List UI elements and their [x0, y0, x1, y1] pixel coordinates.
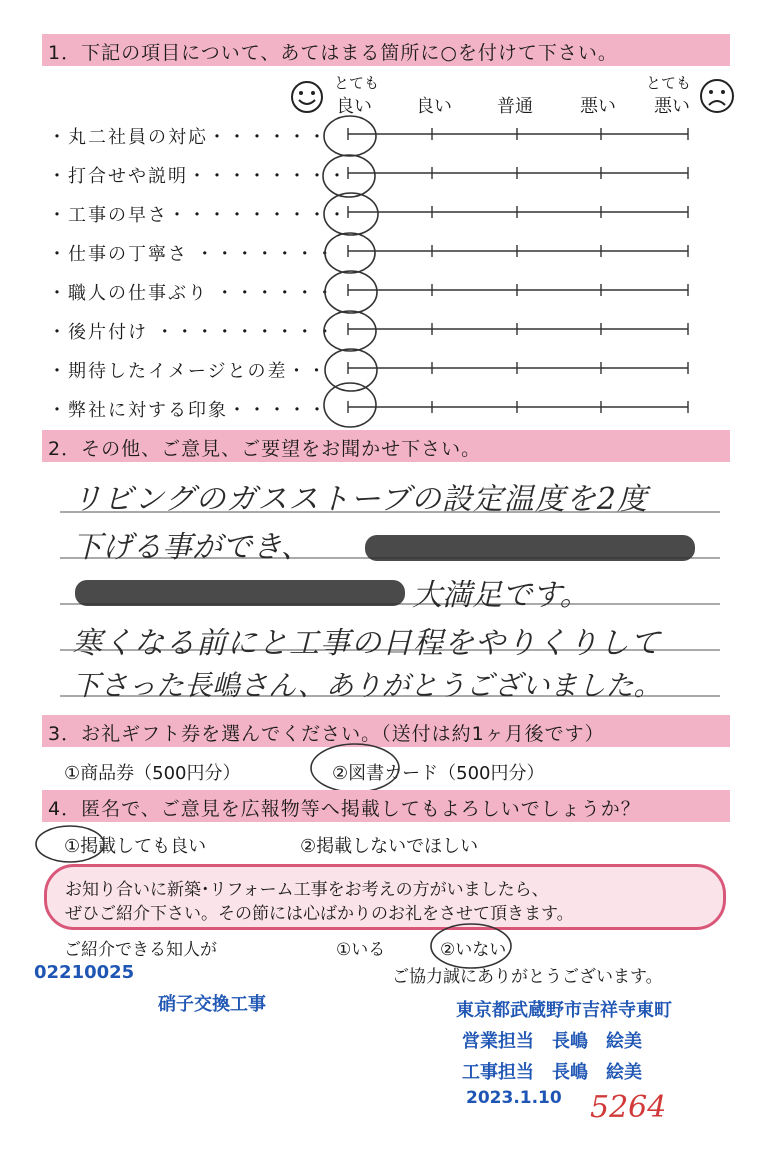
publish-selection-mark — [28, 820, 108, 870]
comment-line-1: リビングのガスストーブの設定温度を2度 — [72, 482, 648, 517]
comment-line-2: 下げる事ができ、 — [72, 530, 311, 565]
publish-option-ok[interactable]: ①掲載しても良い — [64, 836, 207, 857]
referral-option-no[interactable]: ②いない — [440, 940, 507, 960]
row-label-cleanup: ・後片付け ・・・・・・・・・ — [48, 322, 336, 343]
section3-title: 3．お礼ギフト券を選んでください。（送付は約1ヶ月後です） — [48, 723, 605, 745]
scale-bad: 悪い — [580, 96, 616, 117]
comment-line-5: 下さった長嶋さん、ありがとうございました。 — [72, 669, 662, 702]
notice-line-2: ぜひご紹介下さい。その節には心ばかりのお礼をさせて頂きます。 — [65, 904, 574, 924]
scale-very-bad-top: とても — [646, 74, 692, 92]
row-label-staff: ・丸二社員の対応・・・・・・ — [48, 127, 328, 148]
row-label-speed: ・工事の早さ・・・・・・・・・ — [48, 205, 348, 226]
section4-title: 4．匿名で、ご意見を広報物等へ掲載してもよろしいでしょうか？ — [48, 798, 641, 820]
redacted-scribble-2 — [75, 580, 405, 606]
comment-line-4: 寒くなる前にと工事の日程をやりくりして — [72, 626, 661, 661]
thanks-message: ご協力誠にありがとうございます。 — [392, 967, 663, 987]
handwritten-number: 5264 — [590, 1090, 667, 1125]
section1-title: 1．下記の項目について、あてはまる箇所に○を付けて下さい。 — [48, 42, 618, 64]
gift-option-book-card[interactable]: ②図書カード（500円分） — [332, 763, 545, 784]
comment-line-3: 大満足です。 — [412, 578, 590, 613]
scale-very-good-top: とても — [334, 74, 380, 92]
survey-date: 2023.1.10 — [466, 1088, 562, 1108]
scale-normal: 普通 — [497, 96, 533, 117]
referral-option-yes[interactable]: ①いる — [336, 940, 386, 960]
scale-very-bad: 悪い — [654, 96, 690, 117]
publish-option-no[interactable]: ②掲載しないでほしい — [300, 836, 479, 857]
row-label-expectation: ・期待したイメージとの差・・ — [48, 361, 328, 382]
row-label-impression: ・弊社に対する印象・・・・・ — [48, 400, 328, 421]
construction-rep: 工事担当 長嶋 絵美 — [462, 1062, 642, 1083]
gift-option-product-voucher[interactable]: ①商品券（500円分） — [64, 763, 241, 784]
row-label-craftsmen: ・職人の仕事ぶり ・・・・・・ — [48, 283, 336, 304]
row-label-explanation: ・打合せや説明・・・・・・・・ — [48, 166, 348, 187]
sales-rep: 営業担当 長嶋 絵美 — [462, 1031, 642, 1052]
section4-header — [42, 790, 730, 822]
redacted-scribble-1 — [365, 535, 695, 561]
company-address: 東京都武蔵野市吉祥寺東町 — [456, 1000, 672, 1021]
scale-very-good: 良い — [336, 96, 372, 117]
notice-line-1: お知り合いに新築･リフォーム工事をお考えの方がいましたら、 — [65, 880, 549, 900]
scale-good: 良い — [416, 96, 452, 117]
gift-selection-circle — [305, 738, 405, 798]
work-category: 硝子交換工事 — [158, 994, 266, 1015]
row-label-care: ・仕事の丁寧さ ・・・・・・・ — [48, 244, 336, 265]
referral-label: ご紹介できる知人が — [64, 940, 217, 960]
referral-notice — [44, 864, 726, 930]
form-code: 02210025 — [34, 962, 135, 983]
section2-title: 2．その他、ご意見、ご要望をお聞かせ下さい。 — [48, 438, 482, 460]
